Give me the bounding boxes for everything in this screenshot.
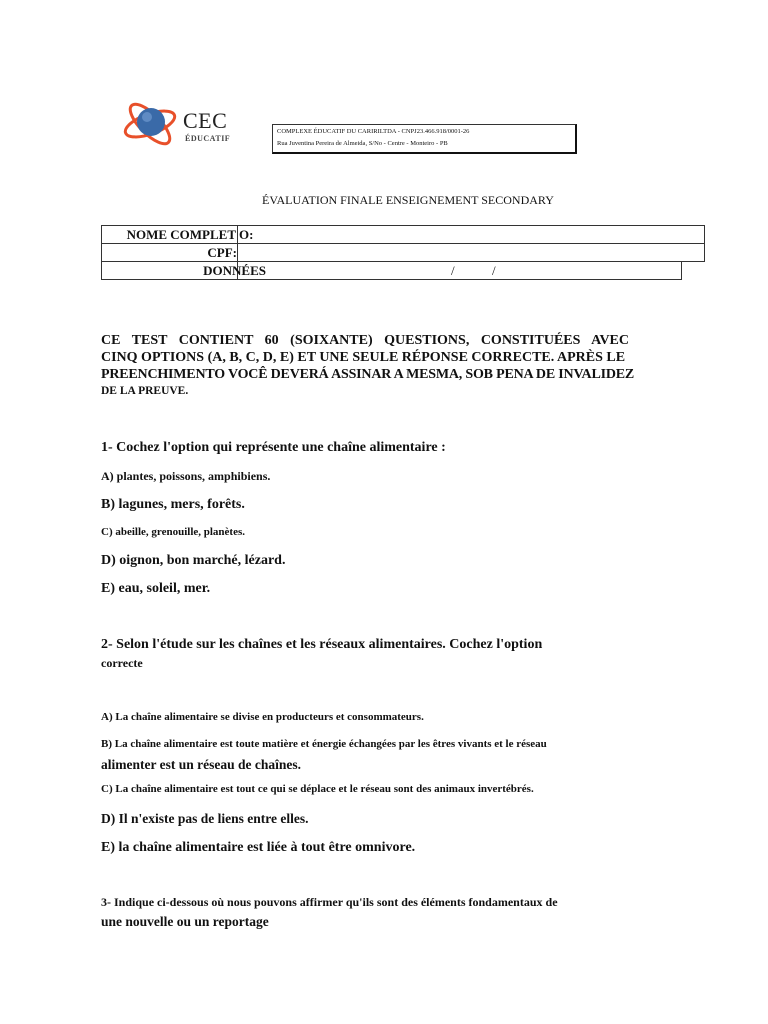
notice-line-4: DE LA PREUVE. <box>101 385 189 397</box>
question-1-option-b: B) lagunes, mers, forêts. <box>101 497 245 512</box>
question-2-option-a: A) La chaîne alimentaire se divise en producteurs et consommateurs. <box>101 711 424 723</box>
date-label: DONNÉES <box>203 263 266 278</box>
institution-box <box>272 124 577 154</box>
question-1-prompt: 1- Cochez l'option qui représente une chaîne alimentaire : <box>101 440 446 455</box>
question-1-option-c: C) abeille, grenouille, planètes. <box>101 526 246 538</box>
question-3-prompt-line-2: une nouvelle ou un reportage <box>101 914 269 929</box>
notice-line-1: CE TEST CONTIENT 60 (SOIXANTE) QUESTIONS, CONSTITUÉES AVEC <box>101 333 630 348</box>
name-label: NOME COMPLET <box>126 227 236 242</box>
institution-line-1: COMPLEXE ÉDUCATIF DU CARIRILTDA - CNPJ23.466.918/0001-26 <box>277 128 470 135</box>
instructions-notice <box>101 332 691 400</box>
question-1-option-d: D) oignon, bon marché, lézard. <box>101 553 286 568</box>
logo-subtitle: ÉDUCATIF <box>185 134 231 143</box>
page-title: ÉVALUATION FINALE ENSEIGNEMENT SECONDARY <box>262 193 554 207</box>
notice-line-2: CINQ OPTIONS (A, B, C, D, E) ET UNE SEULE RÉPONSE CORRECTE. APRÈS LE <box>101 350 626 365</box>
cpf-label: CPF: <box>207 245 237 260</box>
question-3-prompt-line-1: 3- Indique ci-dessous où nous pouvons affirmer qu'ils sont des éléments fondamentaux de <box>101 895 558 909</box>
question-2-prompt-line-2: correcte <box>101 656 143 670</box>
question-2-option-e: E) la chaîne alimentaire est liée à tout être omnivore. <box>101 840 416 855</box>
notice-line-3: PREENCHIMENTO VOCÊ DEVERÁ ASSINAR A MESMA, SOB PENA DE INVALIDEZ <box>101 367 635 382</box>
question-2-option-c: C) La chaîne alimentaire est tout ce qui se déplace et le réseau sont des animaux invertébrés. <box>101 783 534 795</box>
date-separator-2: / <box>492 263 496 278</box>
question-2-option-b-cont: alimenter est un réseau de chaînes. <box>101 757 301 772</box>
logo-name: CEC <box>183 108 228 133</box>
question-1-option-a: A) plantes, poissons, amphibiens. <box>101 469 271 483</box>
question-1-option-e: E) eau, soleil, mer. <box>101 581 211 596</box>
date-separator-1: / <box>451 263 455 278</box>
question-2-option-d: D) Il n'existe pas de liens entre elles. <box>101 811 309 826</box>
name-label-tail: O: <box>239 227 254 242</box>
question-2-prompt-line-1: 2- Selon l'étude sur les chaînes et les réseaux alimentaires. Cochez l'option <box>101 637 543 652</box>
institution-line-2: Rua Juventina Pereira de Almeida, S/No - Centre - Monteiro - PB <box>277 140 448 147</box>
question-2-option-b: B) La chaîne alimentaire est toute matière et énergie échangées par les êtres vivants et le réseau <box>101 738 547 750</box>
